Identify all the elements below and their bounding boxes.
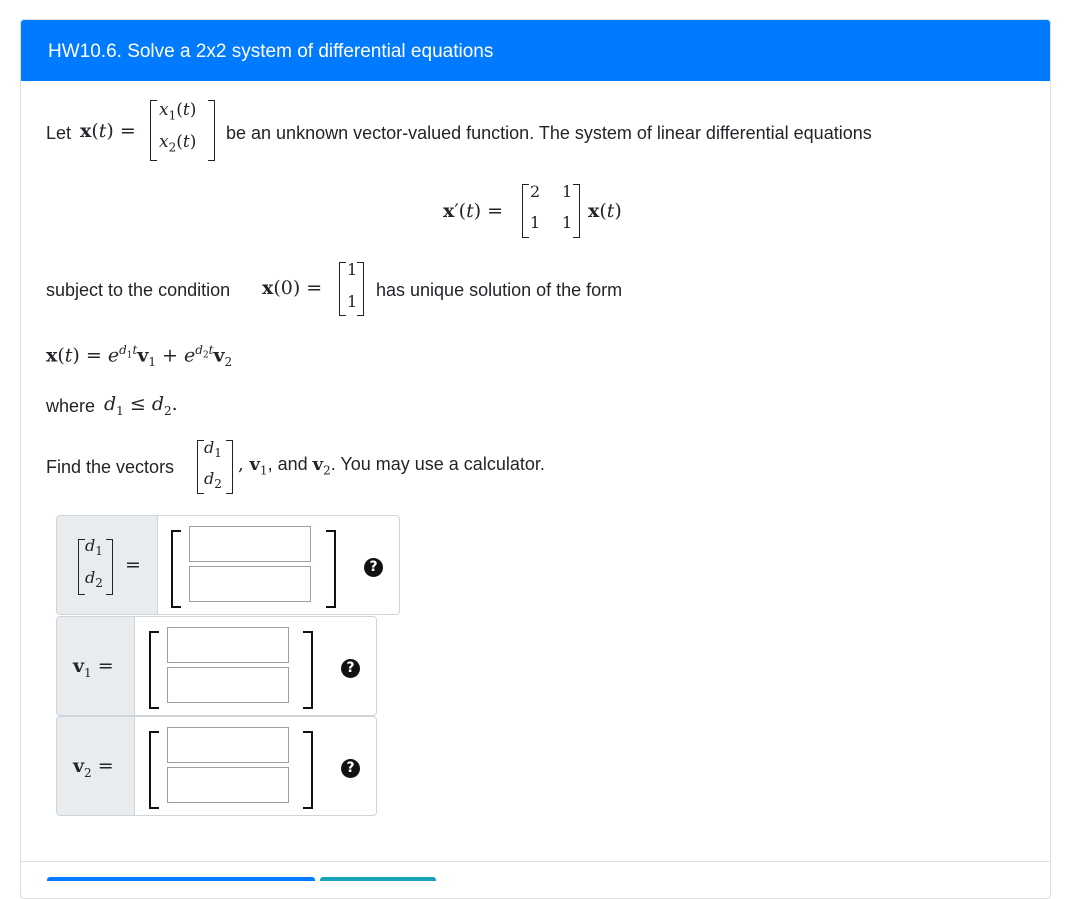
question-title: HW10.6. Solve a 2x2 system of differential equations (48, 41, 494, 62)
v1-label: $v_1$ = (73, 655, 114, 680)
x0-entry: 1 (347, 292, 358, 311)
x-of-t-label: x(t) = (80, 120, 136, 142)
d1-symbol: $d_1$ (204, 438, 222, 461)
x0-entry: 1 (347, 260, 358, 279)
x1-entry: $x_1(t)$ (159, 100, 197, 123)
v2-answer-group (56, 716, 377, 816)
d1-input[interactable] (189, 526, 311, 562)
v1-answer-group (56, 616, 377, 716)
save-grade-button[interactable] (47, 877, 315, 881)
solution-form-text: has unique solution of the form (376, 280, 623, 300)
d-answer-prefix (57, 516, 158, 614)
v2-answer-prefix (57, 717, 135, 815)
where-condition: $d_1 \le d_2$. (104, 393, 178, 418)
where-text: where (46, 396, 96, 416)
v2-second-input[interactable] (167, 767, 289, 803)
d-answer-group (56, 515, 400, 615)
help-icon[interactable]: ? (341, 759, 360, 778)
d2-input[interactable] (189, 566, 311, 602)
condition-text: subject to the condition (46, 280, 231, 300)
card-footer-divider (21, 861, 1050, 862)
solution-formula: $x(t) = e^{d_1t}v_1 + e^{d_2t}v_2$ (46, 343, 233, 370)
ode-lhs: x′(t) = (443, 200, 504, 222)
v1-first-input[interactable] (167, 627, 289, 663)
matrix-entry: 1 (562, 182, 573, 201)
ode-rhs: x(t) (588, 200, 622, 222)
d2-symbol: $d_2$ (204, 469, 222, 492)
unknown-function-text: be an unknown vector-valued function. The system of linear differential equations (226, 123, 872, 143)
d1-label: $d_1$ (85, 536, 103, 559)
v1-answer-prefix (57, 617, 135, 715)
d2-label: $d_2$ (85, 568, 103, 591)
help-icon[interactable]: ? (364, 558, 383, 577)
find-rest: , $v_1$, and $v_2$. You may use a calculator. (238, 454, 545, 478)
question-header (21, 20, 1050, 81)
v2-first-input[interactable] (167, 727, 289, 763)
matrix-entry: 1 (530, 213, 541, 232)
save-only-button[interactable] (320, 877, 436, 881)
help-icon[interactable]: ? (341, 659, 360, 678)
matrix-entry: 1 (562, 213, 573, 232)
x2-entry: $x_2(t)$ (159, 132, 197, 155)
matrix-entry: 2 (530, 182, 541, 201)
d-equals: = (125, 554, 141, 576)
let-text: Let (46, 123, 72, 143)
find-text: Find the vectors (46, 457, 175, 477)
v2-label: $v_2$ = (73, 755, 114, 780)
v1-second-input[interactable] (167, 667, 289, 703)
x0-label: x(0) = (262, 277, 323, 299)
